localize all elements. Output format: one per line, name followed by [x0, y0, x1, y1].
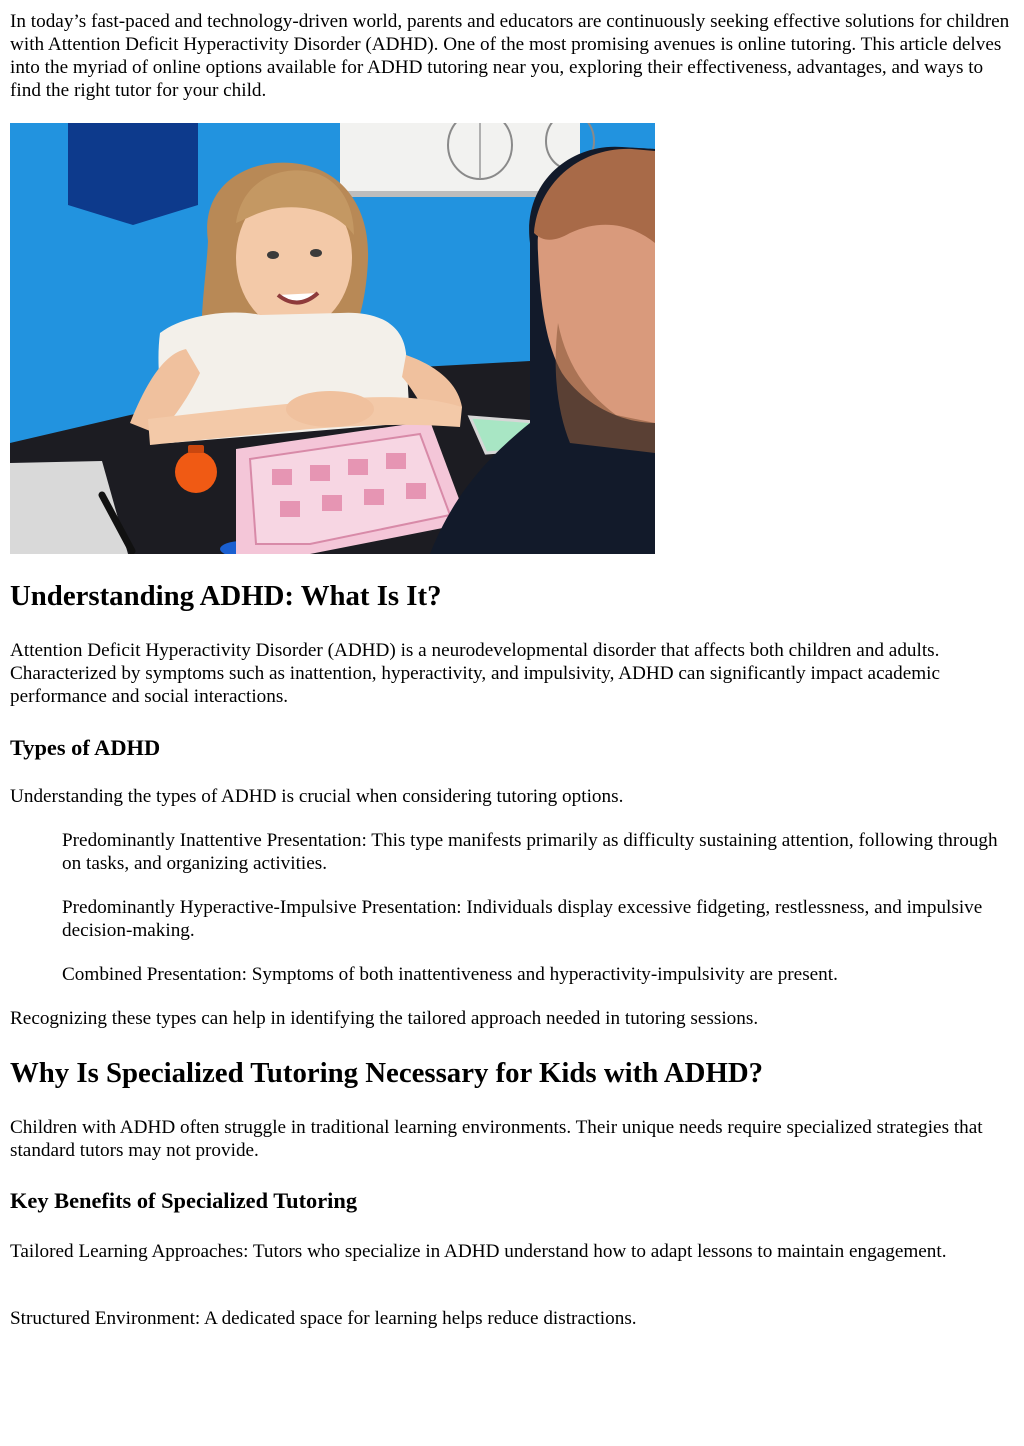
intro-paragraph: In today’s fast-paced and technology-driven world, parents and educators are continuously seeking effective solutions for children with Attention Deficit Hyperactivity Disorder (ADHD). One of the most promising avenues is online tutoring. This article delves into the myriad of online options available for ADHD tutoring near you, exploring their effectiveness, advantages, and ways to find the right tutor for your child.	[10, 11, 1010, 101]
section-heading-specialized-tutoring: Why Is Specialized Tutoring Necessary for Kids with ADHD?	[10, 1057, 764, 1089]
list-item: Predominantly Inattentive Presentation: This type manifests primarily as difficulty sustaining attention, following through on tasks, and organizing activities.	[62, 830, 998, 874]
subheading-key-benefits: Key Benefits of Specialized Tutoring	[10, 1188, 358, 1213]
section-paragraph: Attention Deficit Hyperactivity Disorder (ADHD) is a neurodevelopmental disorder that affects both children and adults. Characterized by symptoms such as inattention, hyperactivity, and impulsivity, ADHD can significantly impact academic performance and social interactions.	[10, 640, 940, 707]
closing-paragraph: Recognizing these types can help in identifying the tailored approach needed in tutoring sessions.	[10, 1008, 759, 1029]
types-lead-paragraph: Understanding the types of ADHD is crucial when considering tutoring options.	[10, 786, 624, 807]
list-item: Tailored Learning Approaches: Tutors who specialize in ADHD understand how to adapt lessons to maintain engagement.	[10, 1241, 947, 1262]
hero-image	[10, 123, 655, 554]
section-heading-understanding-adhd: Understanding ADHD: What Is It?	[10, 580, 442, 612]
list-item: Structured Environment: A dedicated space for learning helps reduce distractions.	[10, 1308, 637, 1329]
subheading-types-of-adhd: Types of ADHD	[10, 735, 161, 760]
list-item: Predominantly Hyperactive-Impulsive Presentation: Individuals display excessive fidgeting, restlessness, and impulsive decision-making.	[62, 897, 983, 941]
list-item: Combined Presentation: Symptoms of both inattentiveness and hyperactivity-impulsivity are present.	[62, 964, 838, 985]
section-paragraph: Children with ADHD often struggle in traditional learning environments. Their unique needs require specialized strategies that standard tutors may not provide.	[10, 1117, 983, 1161]
